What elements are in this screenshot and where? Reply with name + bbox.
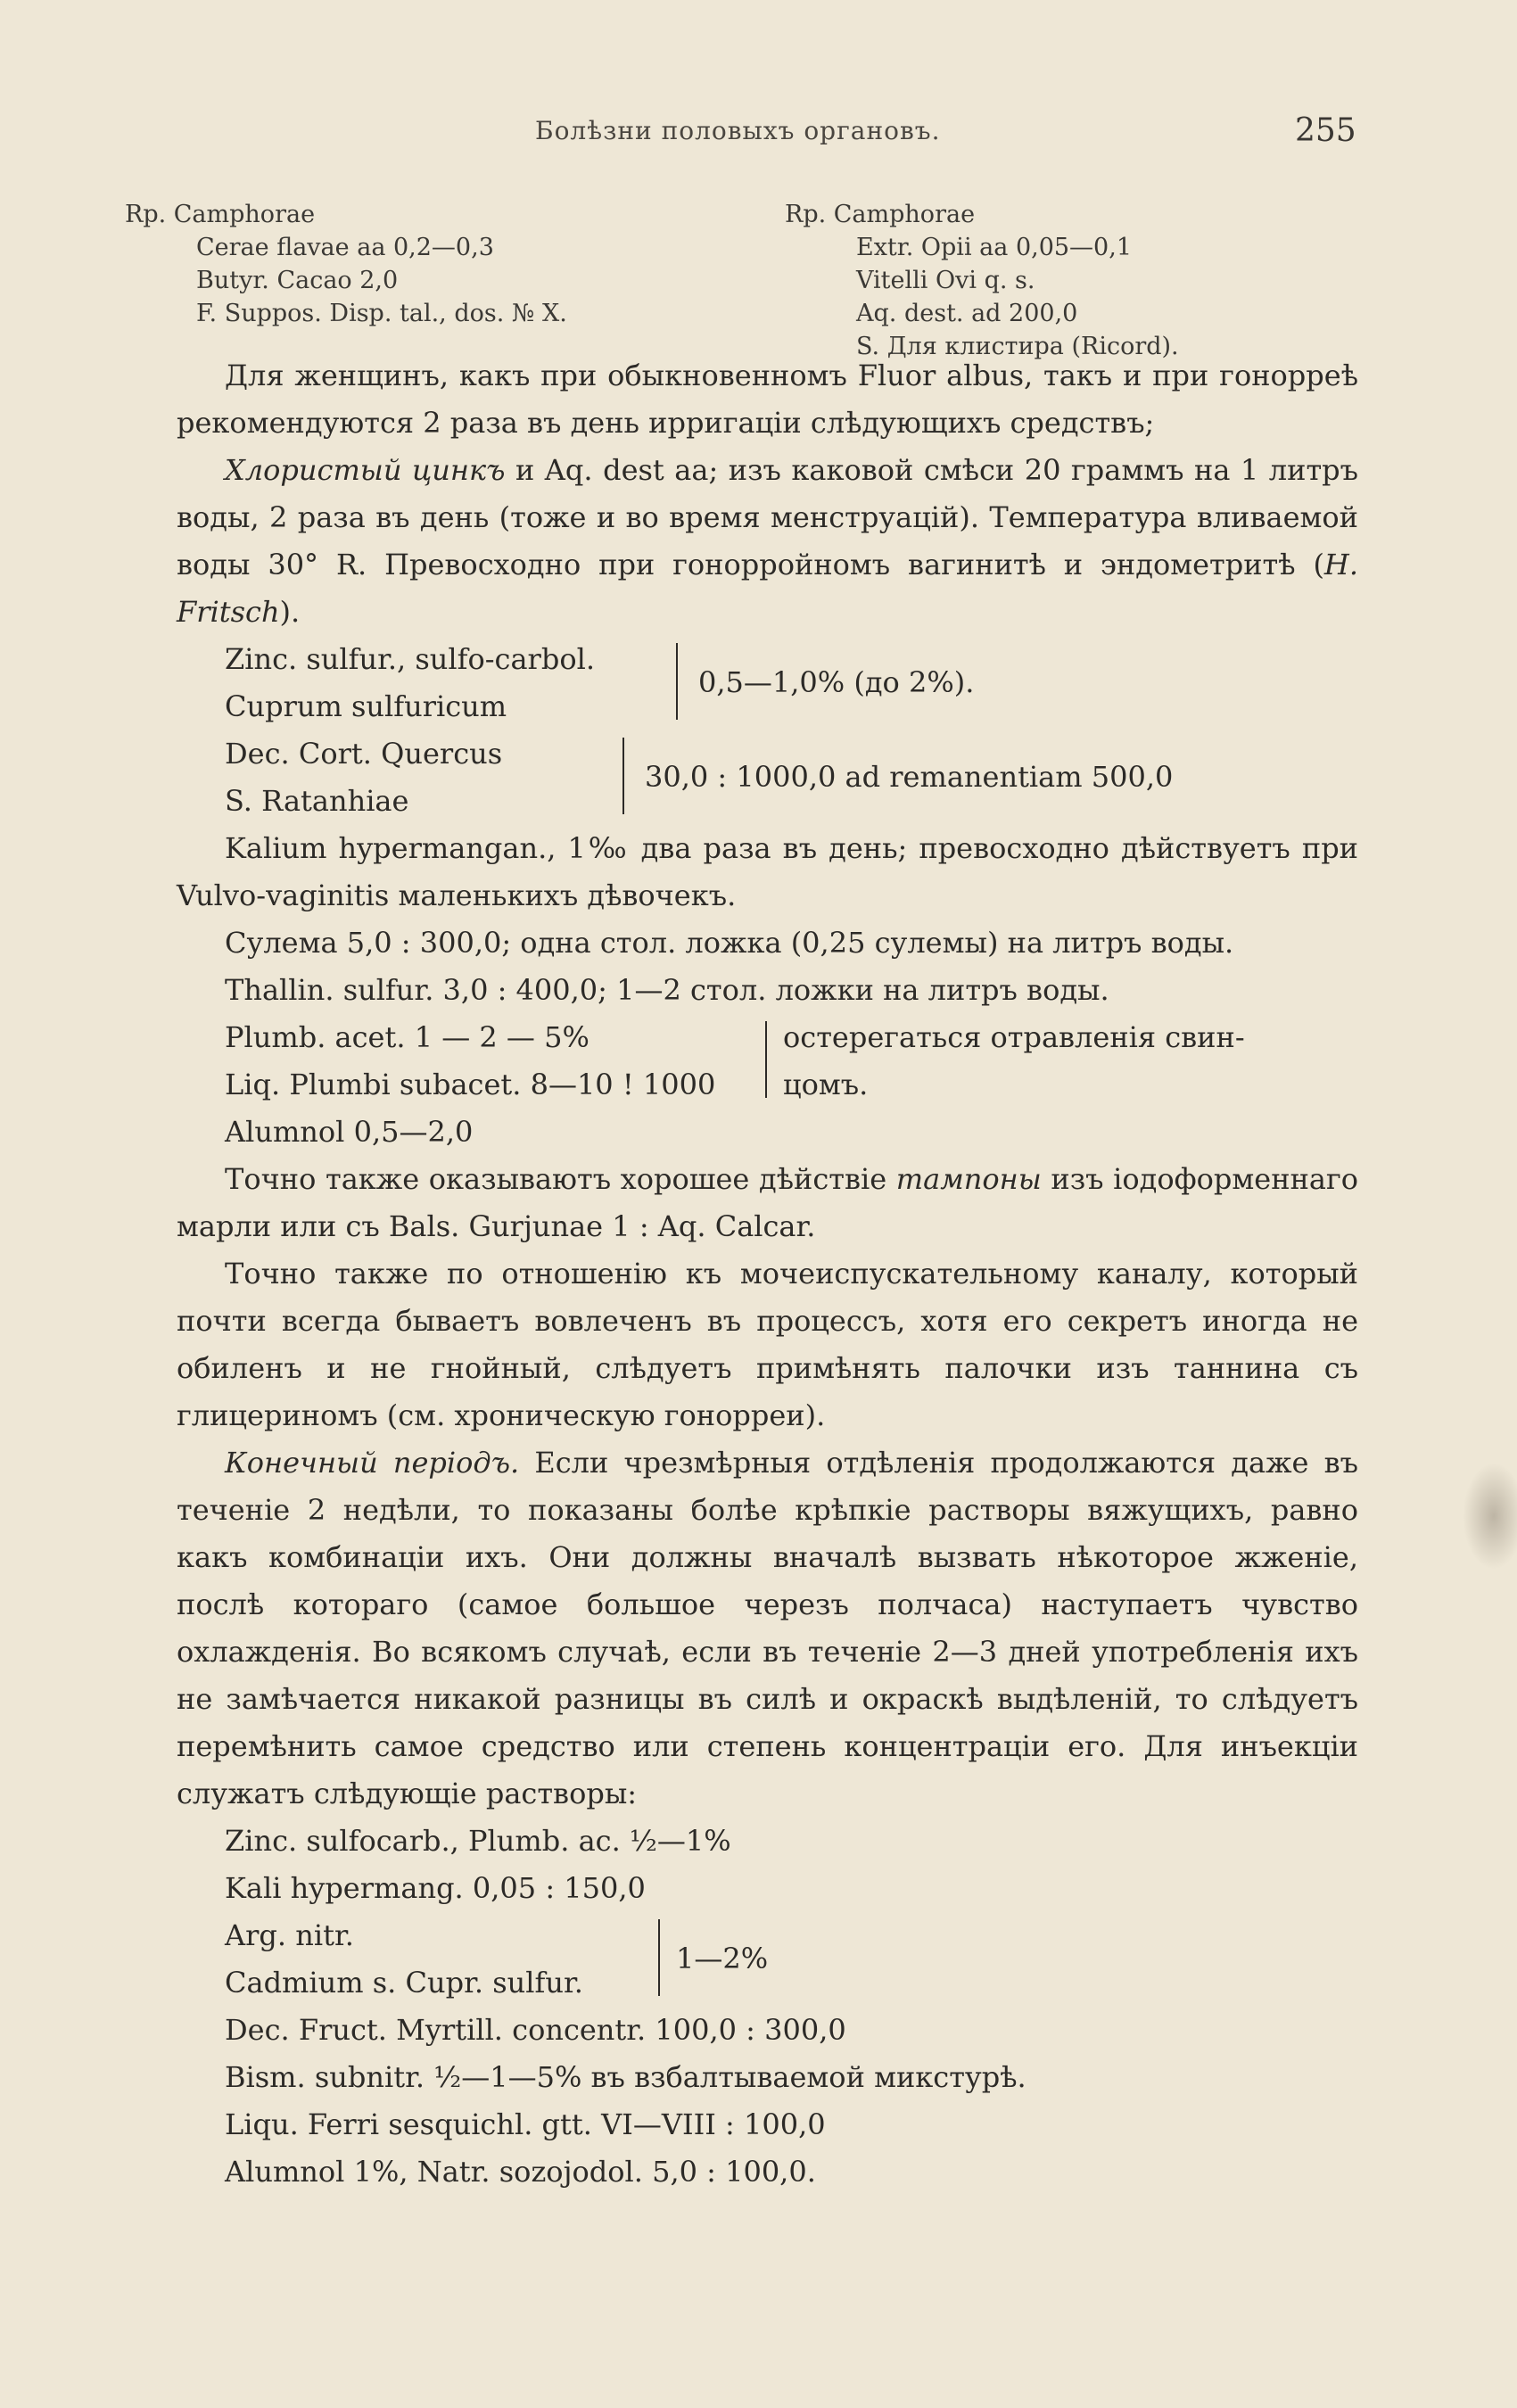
recipe-line: Rp. Camphorae: [125, 201, 316, 228]
line-alumnol: Alumnol 0,5—2,0: [225, 1115, 474, 1149]
paragraph-end: ).: [279, 595, 301, 629]
note-line: цомъ.: [783, 1068, 869, 1101]
formula-value: 1—2%: [676, 1942, 769, 1975]
injection-kali: Kali hypermang. 0,05 : 150,0: [225, 1871, 646, 1905]
recipe-line: Extr. Opii aa 0,05—0,1: [856, 234, 1132, 261]
line-thallin: Thallin. sulfur. 3,0 : 400,0; 1—2 стол. ложки на литръ воды.: [225, 973, 1109, 1007]
formula-line: Zinc. sulfur., sulfo-carbol.: [225, 642, 595, 676]
paragraph-sulema: Сулема 5,0 : 300,0; одна стол. ложка (0,25 сулемы) на литръ воды.: [225, 926, 1234, 960]
brace: [676, 643, 683, 720]
brace: [658, 1919, 665, 1996]
section-heading: Конечный періодъ.: [225, 1446, 520, 1480]
injection-arg-block: [177, 1912, 1358, 2007]
paragraph-tampons: [177, 1156, 1358, 1250]
injection-alumnol: Alumnol 1%, Natr. sozojodol. 5,0 : 100,0.: [225, 2155, 816, 2189]
injection-dec: Dec. Fruct. Myrtill. concentr. 100,0 : 300,0: [225, 2013, 846, 2047]
paragraph-text: изъ іодоформеннаго марли или съ Bals. Gurjunae 1 : Aq. Calcar.: [177, 1162, 1359, 1243]
formula-line: Arg. nitr.: [225, 1918, 354, 1952]
body-text: [177, 352, 1358, 2196]
paragraph-urethra: Точно также по отношенію къ мочеиспускательному каналу, который почти всегда бываетъ вовлеченъ въ процессъ, хотя его секретъ иногда не обиленъ и не гнойный, слѣдуетъ примѣнять палочки изъ таннина съ глицериномъ (см. хроническую гонорреи).: [177, 1257, 1358, 1432]
formula-value: 0,5—1,0% (до 2%).: [698, 665, 975, 699]
injection-liqu: Liqu. Ferri sesquichl. gtt. VI—VIII : 100,0: [225, 2107, 826, 2141]
injection-bism: Bism. subnitr. ½—1—5% въ взбалтываемой микстурѣ.: [225, 2060, 1026, 2094]
injection-zinc: Zinc. sulfocarb., Plumb. ac. ½—1%: [225, 1824, 731, 1858]
formula-line: Plumb. acet. 1 — 2 — 5%: [225, 1020, 589, 1054]
recipe-line: Cerae flavae aa 0,2—0,3: [196, 234, 494, 261]
formula-dec-block: [177, 730, 1358, 825]
formula-plumb-block: [177, 1014, 1358, 1109]
formula-value: 30,0 : 1000,0 ad remanentiam 500,0: [645, 760, 1174, 794]
brace: [765, 1021, 772, 1098]
paragraph-kalium: Kalium hypermangan., 1‰ два раза въ день; превосходно дѣйствуетъ при Vulvo-vaginitis маленькихъ дѣвочекъ.: [177, 831, 1358, 912]
formula-line: Cuprum sulfuricum: [225, 689, 507, 723]
recipe-line: Butyr. Cacao 2,0: [196, 267, 399, 294]
formula-line: Dec. Cort. Quercus: [225, 737, 503, 771]
recipe-left: [125, 198, 567, 330]
formula-line: S. Ratanhiae: [225, 784, 409, 818]
recipe-line: S. Для клистира (Ricord).: [856, 333, 1179, 360]
recipe-line: Vitelli Ovi q. s.: [856, 267, 1035, 294]
author-name: H. Fritsch: [177, 548, 1358, 629]
page-number: 255: [1295, 112, 1356, 149]
paragraph-intro: Для женщинъ, какъ при обыкновенномъ Fluor albus, такъ и при гонорреѣ рекомендуются 2 раза въ день ирригаціи слѣдующихъ средствъ;: [177, 359, 1358, 440]
recipe-line: Aq. dest. ad 200,0: [856, 300, 1078, 327]
paper-stain: [1463, 1463, 1517, 1570]
paragraph-text: Если чрезмѣрныя отдѣленія продолжаются даже въ теченіе 2 недѣли, то показаны болѣе крѣпкіе растворы вяжущихъ, равно какъ комбинаціи ихъ. Они должны вначалѣ вызвать нѣкоторое жженіе, послѣ котораго (самое большое черезъ полчаса) наступаетъ чувство охлажденія. Во всякомъ случаѣ, если въ теченіе 2—3 дней употребленія ихъ не замѣчается никакой разницы въ силѣ и окраскѣ выдѣленій, то слѣдуетъ перемѣнить самое средство или степень концентраціи его. Для инъекціи служатъ слѣдующіе растворы:: [177, 1446, 1359, 1810]
paragraph-text: Точно также оказываютъ хорошее дѣйствіе: [225, 1162, 896, 1196]
formula-line: Liq. Plumbi subacet. 8—10 ! 1000: [225, 1068, 716, 1101]
brace: [622, 738, 630, 814]
page-header: [0, 112, 1517, 152]
recipe-line: Rp. Camphorae: [785, 201, 976, 228]
running-title: Болѣзни половыхъ органовъ.: [535, 116, 941, 145]
formula-zinc-block: [177, 636, 1358, 730]
recipe-line: F. Suppos. Disp. tal., dos. № X.: [196, 300, 567, 327]
plumb-note: [783, 1014, 1245, 1109]
recipe-right: [785, 198, 1179, 363]
paragraph-zinc-chloride: [177, 447, 1358, 636]
italic-term: Хлористый цинкъ: [225, 453, 506, 487]
paragraph-final-period: [177, 1439, 1358, 1818]
formula-line: Cadmium s. Cupr. sulfur.: [225, 1966, 583, 2000]
italic-term: тампоны: [895, 1162, 1042, 1196]
note-line: остерегаться отравленія свин-: [783, 1020, 1245, 1054]
paragraph-text: и Aq. dest aa; изъ каковой смѣси 20 граммъ на 1 литръ воды, 2 раза въ день (тоже и во время менструацій). Температура вливаемой воды 30° R. Превосходно при гонорройномъ вагинитѣ и эндометритѣ (: [177, 453, 1359, 581]
